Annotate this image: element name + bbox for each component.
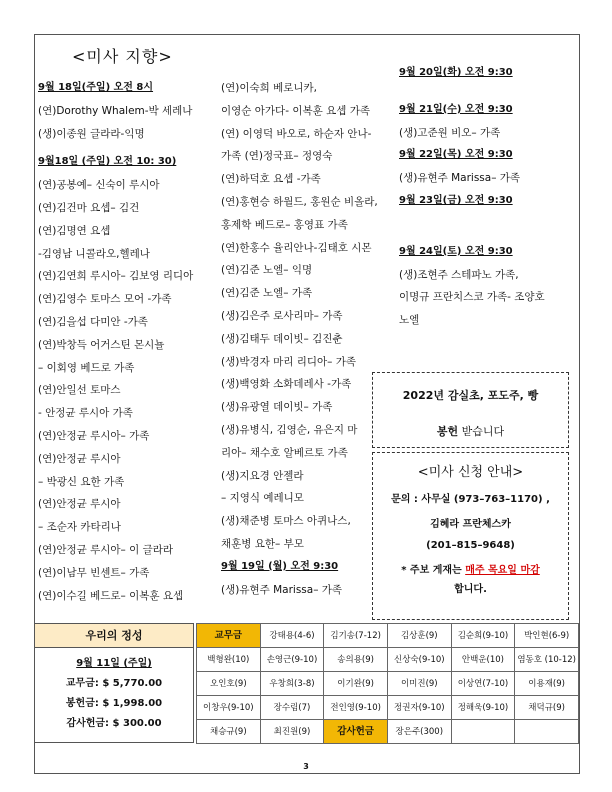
offering-date: 9월 11일 (주일) <box>76 658 152 669</box>
roster-cell: 염동호 (10-12) <box>515 648 579 672</box>
roster-cell: 김상훈(9) <box>387 624 451 648</box>
intention-line: - 안정균 루시아 가족 <box>38 407 133 420</box>
intention-line: (생)채준병 토마스 아퀴나스, <box>221 515 351 528</box>
intention-line: 이영순 아가다- 이복훈 요셉 가족 <box>221 104 370 117</box>
mass-request-title: <미사 신청 안내> <box>417 465 524 480</box>
roster-cell: 김기송(7-12) <box>324 624 388 648</box>
intention-line: (연)공봉예– 신숙이 루시아 <box>38 179 160 192</box>
intention-line: (생)유현주 Marissa– 가족 <box>399 172 521 185</box>
intention-line: (연)김연희 루시아– 김보영 리디아 <box>38 270 194 283</box>
note-deadline: 매주 목요일 마감 <box>465 565 540 576</box>
roster-cell: 이상연(7-10) <box>451 672 515 696</box>
intention-line: – 지영식 예레니모 <box>221 492 304 505</box>
intention-line: (생)지요경 안젤라 <box>221 469 304 482</box>
roster-cell: 이창우(9-10) <box>197 696 261 720</box>
offering-collection: 봉헌금: $ 1,998.00 <box>65 698 163 709</box>
table-row <box>197 720 579 744</box>
deadline-note <box>373 561 568 576</box>
intention-line: (연)이숙희 베로니카, <box>221 82 318 94</box>
intention-line: (생)조현주 스테파노 가족, <box>399 268 519 281</box>
intention-line: (연)이수길 베드로– 이복훈 요셉 <box>38 589 184 602</box>
roster-cell: 송의용(9) <box>324 648 388 672</box>
intention-line: (연)박창득 어거스틴 몬시뇰 <box>38 338 165 351</box>
notice-rest: 받습니다 <box>458 425 505 438</box>
intention-line: (생)김태두 데이빗– 김진춘 <box>221 332 343 345</box>
intention-line: (생)김은주 로사리마– 가족 <box>221 309 343 322</box>
intentions-column-1 <box>38 77 193 607</box>
intention-line: 리아– 채수호 알베르토 가족 <box>221 446 348 459</box>
roster-cell: 강태용(4-6) <box>260 624 324 648</box>
intention-line: (연)김준 노엘– 가족 <box>221 287 313 300</box>
intention-line: (연)김영수 토마스 모어 -가족 <box>38 293 172 306</box>
roster-cell: 이기완(9) <box>324 672 388 696</box>
intention-line: – 조순자 카타리나 <box>38 521 121 534</box>
roster-cell: 채승규(9) <box>197 720 261 744</box>
intention-line: (연)한홍수 율리안나-김태호 시몬 <box>221 241 372 254</box>
roster-cell: 이미진(9) <box>387 672 451 696</box>
mass-heading: 9월 24일(토) 오전 9:30 <box>399 245 513 257</box>
contact-name: 김혜라 프란체스카 <box>430 519 511 530</box>
donor-roster-table <box>196 623 579 744</box>
intentions-column-2 <box>221 77 378 601</box>
intention-line: (연)Dorothy Whalem-박 세레나 <box>38 104 193 117</box>
page-title: <미사 지향> <box>72 47 173 66</box>
intention-line: (연)김건마 요셉– 김건 <box>38 201 140 214</box>
offering-thanks: 감사헌금: $ 300.00 <box>66 718 162 729</box>
intention-line: (연)김명연 요셉 <box>38 224 111 237</box>
intention-line: 노엘 <box>399 314 420 327</box>
intention-line: (연)안정균 루시아 <box>38 498 121 511</box>
intention-line: (생)고준원 비오– 가족 <box>399 126 501 139</box>
mass-heading: 9월 23일(금) 오전 9:30 <box>399 194 513 206</box>
intention-line: 채훈병 요한– 부모 <box>221 537 304 550</box>
intention-line: (연)김을섭 다미안 -가족 <box>38 315 148 328</box>
roster-cell: 김순희(9-10) <box>451 624 515 648</box>
intention-line: (생)박경자 마리 리디아– 가족 <box>221 355 357 368</box>
intention-line: (생)유현주 Marissa– 가족 <box>221 583 343 596</box>
intention-line: (생)유병식, 김영순, 유은지 마 <box>221 423 358 436</box>
offering-summary <box>34 623 194 743</box>
mass-heading: 9월 20일(화) 오전 9:30 <box>399 67 513 78</box>
offering-dues: 교무금: $ 5,770.00 <box>65 678 163 689</box>
intention-line: (생)이종원 글라라-익명 <box>38 127 145 140</box>
mass-heading: 9월 22일(목) 오전 9:30 <box>399 149 513 161</box>
roster-cell: 장수림(7) <box>260 696 324 720</box>
intention-line: (연) 이영덕 바오로, 하순자 안나- <box>221 127 372 140</box>
offering-head: 우리의 정성 <box>35 624 193 648</box>
intention-line: (생)유광열 데이빗– 가족 <box>221 401 333 414</box>
roster-cell: 박인현(6-9) <box>515 624 579 648</box>
intention-line: (연)안정균 루시아– 가족 <box>38 429 150 442</box>
table-row <box>197 696 579 720</box>
intention-line: (연)이남무 빈센트– 가족 <box>38 566 150 579</box>
roster-cell <box>451 720 515 744</box>
roster-cell: 감사헌금 <box>324 720 388 744</box>
intention-line: (생)백영화 소화데레사 -가족 <box>221 378 352 391</box>
intention-line: (연)안정균 루시아 <box>38 452 121 465</box>
roster-cell: 오인호(9) <box>197 672 261 696</box>
roster-cell: 정해욱(9-10) <box>451 696 515 720</box>
intention-line: (연)안일선 토마스 <box>38 384 121 397</box>
intention-line: (연)안정균 루시아– 이 글라라 <box>38 543 174 556</box>
mass-heading: 9월 19일 (월) 오전 9:30 <box>221 560 339 572</box>
roster-cell: 전인영(9-10) <box>324 696 388 720</box>
roster-cell: 채덕규(9) <box>515 696 579 720</box>
intentions-column-3 <box>399 62 545 332</box>
roster-cell: 장은주(300) <box>387 720 451 744</box>
roster-cell <box>515 720 579 744</box>
notice-bold: 봉헌 <box>436 425 459 438</box>
contact-phone: (201–815–9648) <box>426 540 515 551</box>
intention-line: 홍제학 베드로– 홍영표 가족 <box>221 218 348 231</box>
mass-heading: 9월 21일(수) 오전 9:30 <box>399 103 513 115</box>
mass-heading: 9월 18일(주일) 오전 8시 <box>38 82 154 93</box>
roster-cell: 손영근(9-10) <box>260 648 324 672</box>
notice-line <box>373 423 568 439</box>
intention-line: (연)하덕호 요셉 -가족 <box>221 173 321 186</box>
intention-line: – 박광신 요한 가족 <box>38 475 125 488</box>
note-pre: * 주보 게재는 <box>401 565 466 576</box>
roster-cell: 이용재(9) <box>515 672 579 696</box>
mass-request-box <box>372 452 569 620</box>
table-row <box>197 672 579 696</box>
intention-line: (연)김준 노엘– 익명 <box>221 264 313 277</box>
roster-cell: 교무금 <box>197 624 261 648</box>
offering-notice-box <box>372 372 569 448</box>
intention-line: (연)홍현승 하월드, 홍원순 비올라, <box>221 195 378 208</box>
roster-cell: 정권자(9-10) <box>387 696 451 720</box>
table-row <box>197 648 579 672</box>
notice-line: 2022년 감실초, 포도주, 빵 <box>402 389 539 402</box>
roster-cell: 우창희(3-8) <box>260 672 324 696</box>
roster-cell: 신상숙(9-10) <box>387 648 451 672</box>
contact-line: 문의 : 사무실 (973–763–1170) , <box>391 494 550 505</box>
intention-line: – 이회영 베드로 가족 <box>38 361 135 374</box>
page-number: 3 <box>303 762 309 771</box>
note-post: 합니다. <box>454 584 487 595</box>
intention-line: -김영남 니콜라오,헬레나 <box>38 247 150 260</box>
roster-cell: 안백운(10) <box>451 648 515 672</box>
roster-cell: 백형완(10) <box>197 648 261 672</box>
table-row <box>197 624 579 648</box>
roster-cell: 최진원(9) <box>260 720 324 744</box>
intention-line: 가족 (연)정국표– 정영숙 <box>221 150 333 163</box>
mass-heading: 9월18일 (주일) 오전 10: 30) <box>38 156 177 168</box>
intention-line: 이명규 프란치스코 가족- 조양호 <box>399 291 545 304</box>
